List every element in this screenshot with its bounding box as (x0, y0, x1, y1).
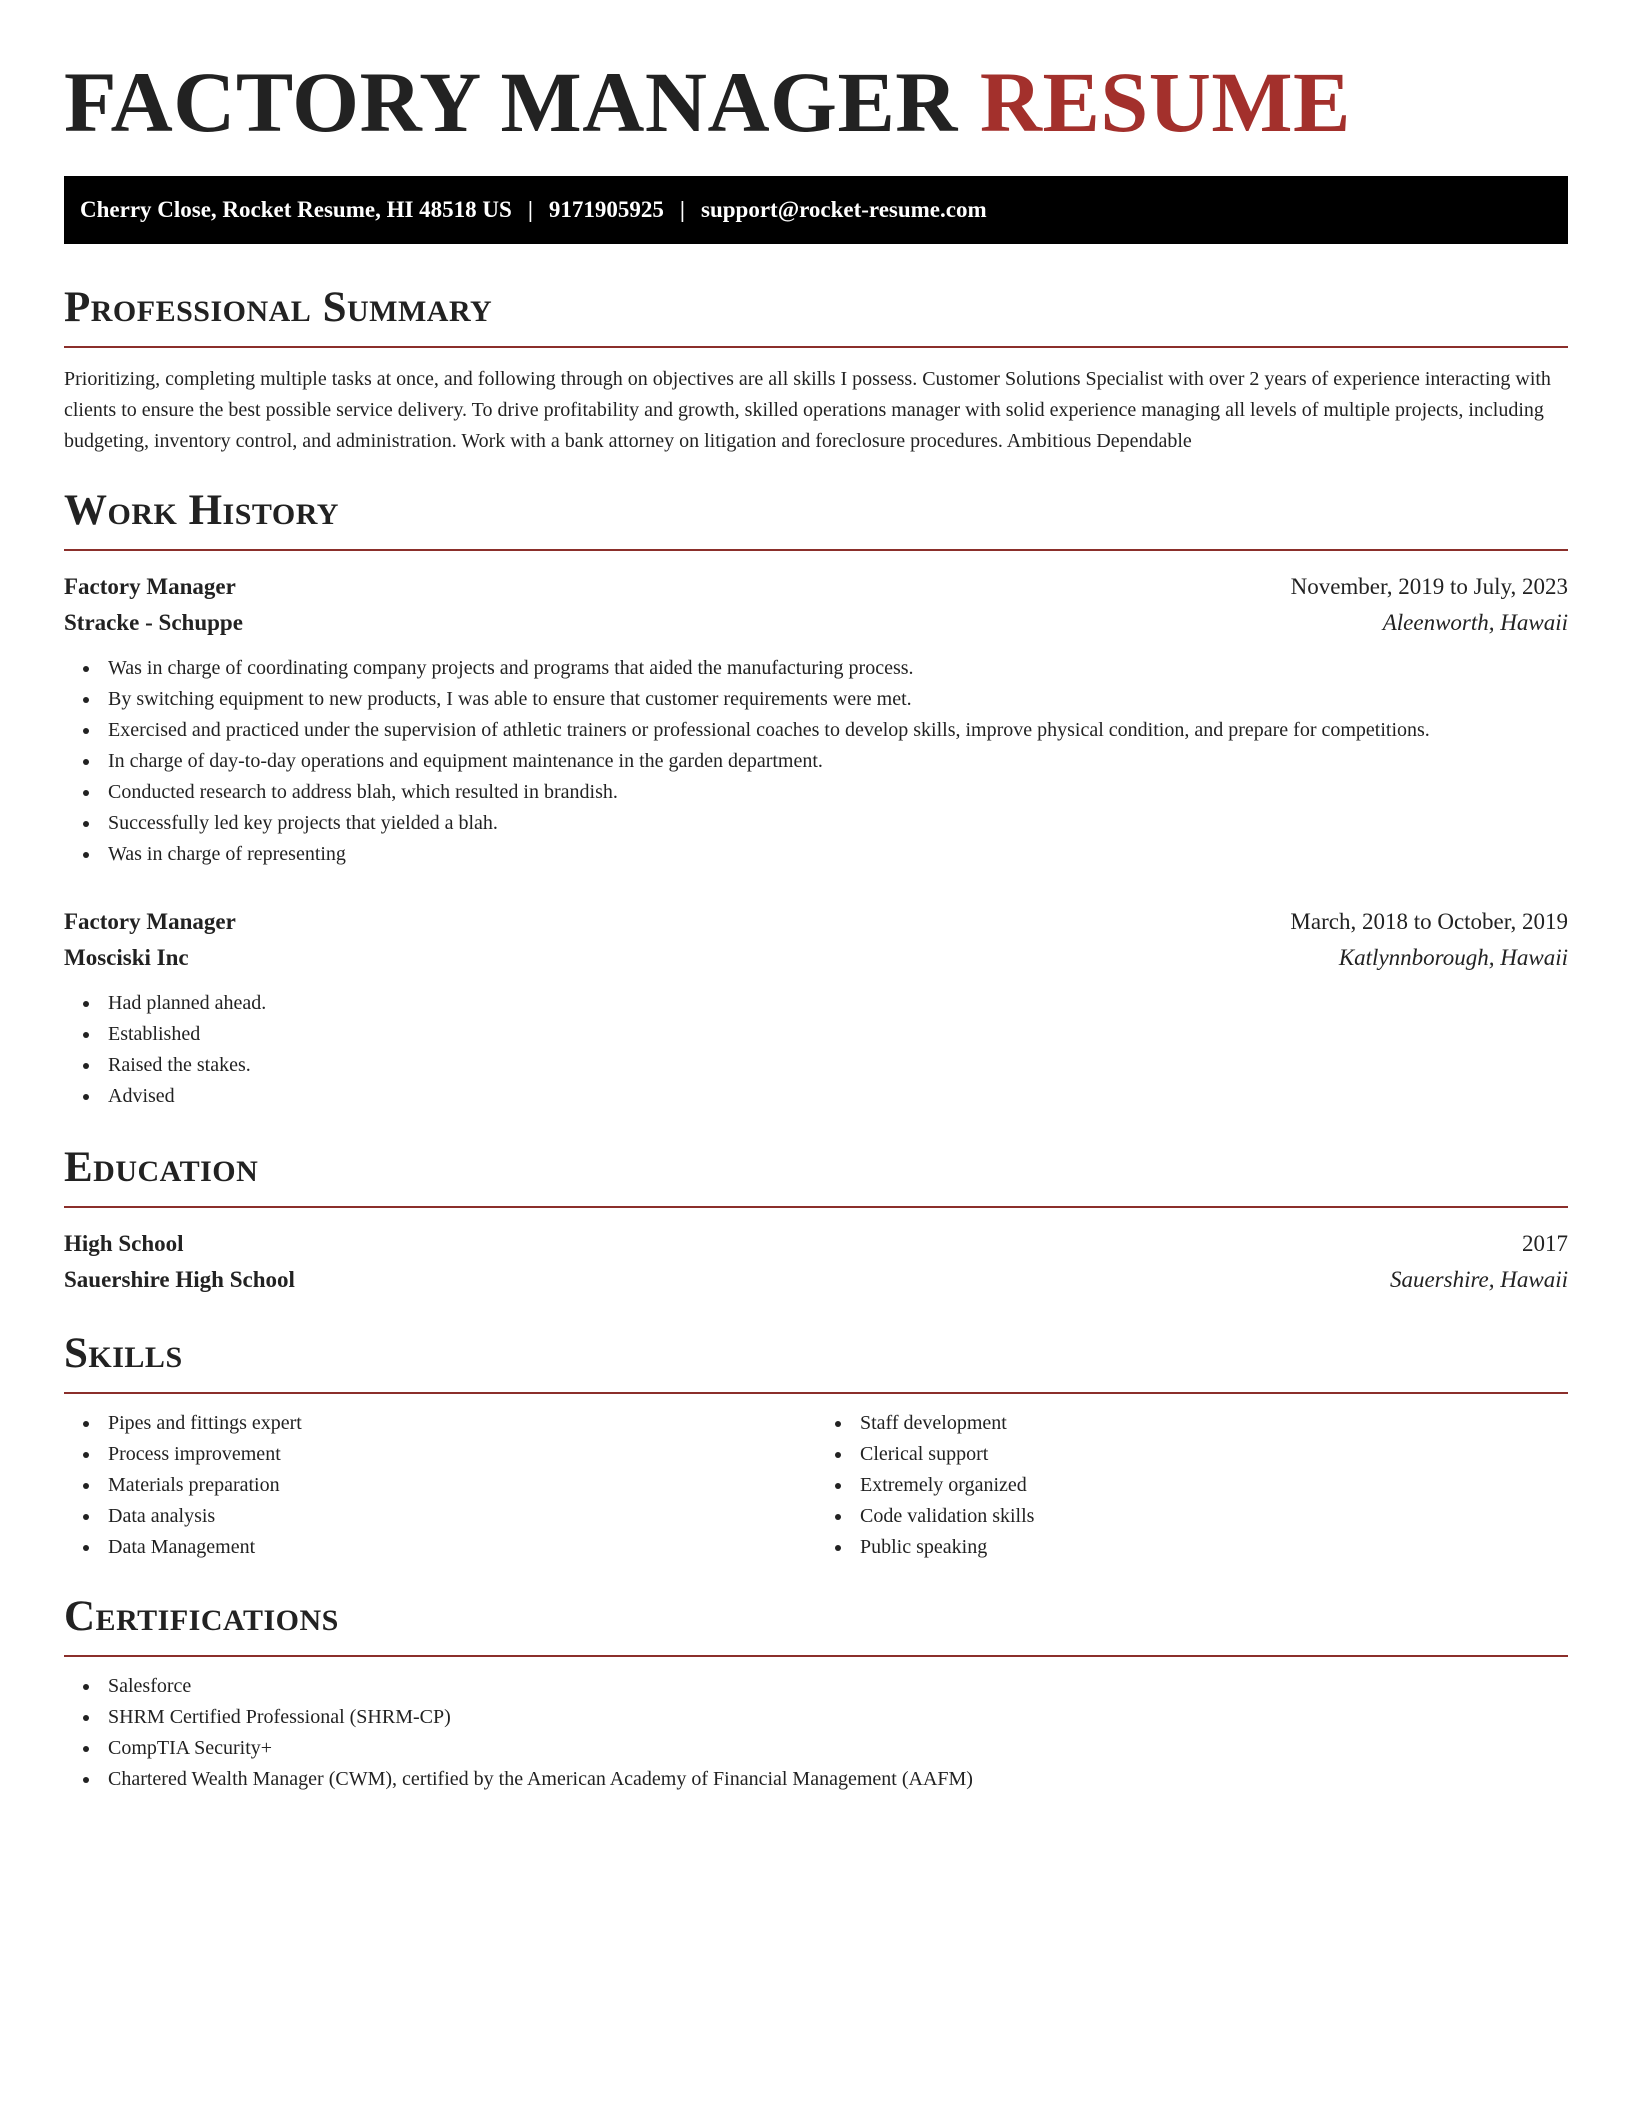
summary-heading: Professional Summary (64, 284, 493, 331)
job-entry (64, 569, 1568, 870)
list-item: Raised the stakes. (108, 1050, 1568, 1081)
list-item: Clerical support (860, 1439, 1568, 1470)
list-item: Successfully led key projects that yielded a blah. (108, 808, 1568, 839)
skills-section (64, 1328, 1568, 1563)
education-section (64, 1142, 1568, 1298)
list-item: Had planned ahead. (108, 988, 1568, 1019)
list-item: Materials preparation (108, 1470, 816, 1501)
work-history-section (64, 485, 1568, 1112)
certifications-heading: Certifications (64, 1593, 339, 1640)
job-title: Factory Manager (64, 574, 236, 599)
list-item: Process improvement (108, 1439, 816, 1470)
section-divider (64, 1655, 1568, 1657)
list-item: Was in charge of representing (108, 839, 1568, 870)
job-location: Katlynnborough, Hawaii (1338, 945, 1568, 970)
list-item: Code validation skills (860, 1501, 1568, 1532)
section-divider (64, 1206, 1568, 1208)
education-year: 2017 (1522, 1231, 1568, 1256)
section-divider (64, 1392, 1568, 1394)
job-dates: November, 2019 to July, 2023 (1290, 574, 1568, 599)
list-item: Salesforce (108, 1671, 1568, 1702)
contact-separator: | (679, 197, 685, 222)
section-divider (64, 346, 1568, 348)
education-degree-row (64, 1226, 1568, 1262)
list-item: Conducted research to address blah, which resulted in brandish. (108, 777, 1568, 808)
job-dates: March, 2018 to October, 2019 (1290, 909, 1568, 934)
list-item: In charge of day-to-day operations and equipment maintenance in the garden department. (108, 746, 1568, 777)
certifications-list (64, 1671, 1568, 1795)
summary-text: Prioritizing, completing multiple tasks at once, and following through on objectives are all skills I possess. Customer Solutions Specialist with over 2 years of experience interacting with clients to ensure the best possible service delivery. To drive profitability and growth, skilled operations manager with solid experience managing all levels of multiple projects, including budgeting, inventory control, and administration. Work with a bank attorney on litigation and foreclosure procedures. Ambitious Dependable (64, 368, 1551, 452)
list-item: Data Management (108, 1532, 816, 1563)
list-item: Established (108, 1019, 1568, 1050)
summary-section (64, 282, 1568, 457)
section-divider (64, 549, 1568, 551)
list-item: Public speaking (860, 1532, 1568, 1563)
list-item: SHRM Certified Professional (SHRM-CP) (108, 1702, 1568, 1733)
list-item: Pipes and fittings expert (108, 1408, 816, 1439)
title-main: FACTORY MANAGER (64, 54, 958, 150)
job-company-row (64, 940, 1568, 976)
education-location: Sauershire, Hawaii (1389, 1267, 1568, 1292)
skills-list-right (816, 1408, 1568, 1563)
list-item: Exercised and practiced under the supervision of athletic trainers or professional coaches to develop skills, improve physical condition, and prepare for competitions. (108, 715, 1568, 746)
list-item: CompTIA Security+ (108, 1733, 1568, 1764)
job-entry (64, 904, 1568, 1112)
skills-list-left (64, 1408, 816, 1563)
education-heading: Education (64, 1144, 259, 1191)
skills-heading: Skills (64, 1330, 183, 1377)
list-item: By switching equipment to new products, I was able to ensure that customer requirements were met. (108, 684, 1568, 715)
education-degree: High School (64, 1231, 184, 1256)
list-item: Data analysis (108, 1501, 816, 1532)
contact-email: support@rocket-resume.com (701, 197, 987, 222)
list-item: Was in charge of coordinating company projects and programs that aided the manufacturing process. (108, 653, 1568, 684)
work-history-heading: Work History (64, 487, 339, 534)
education-school-row (64, 1262, 1568, 1298)
contact-separator: | (527, 197, 533, 222)
resume-title (64, 52, 1568, 152)
contact-bar (64, 176, 1568, 244)
job-title-row (64, 904, 1568, 940)
job-company: Stracke - Schuppe (64, 610, 243, 635)
job-duties-list (64, 988, 1568, 1112)
education-entry (64, 1226, 1568, 1298)
job-title: Factory Manager (64, 909, 236, 934)
certifications-section (64, 1591, 1568, 1795)
contact-phone: 9171905925 (548, 197, 664, 222)
title-accent: RESUME (979, 54, 1351, 150)
job-title-row (64, 569, 1568, 605)
job-company: Mosciski Inc (64, 945, 189, 970)
skills-grid (64, 1408, 1568, 1563)
job-location: Aleenworth, Hawaii (1382, 610, 1568, 635)
list-item: Staff development (860, 1408, 1568, 1439)
job-company-row (64, 605, 1568, 641)
list-item: Extremely organized (860, 1470, 1568, 1501)
list-item: Advised (108, 1081, 1568, 1112)
list-item: Chartered Wealth Manager (CWM), certified by the American Academy of Financial Management (AAFM) (108, 1764, 1568, 1795)
education-school: Sauershire High School (64, 1267, 295, 1292)
contact-address: Cherry Close, Rocket Resume, HI 48518 US (80, 197, 512, 222)
job-duties-list (64, 653, 1568, 870)
